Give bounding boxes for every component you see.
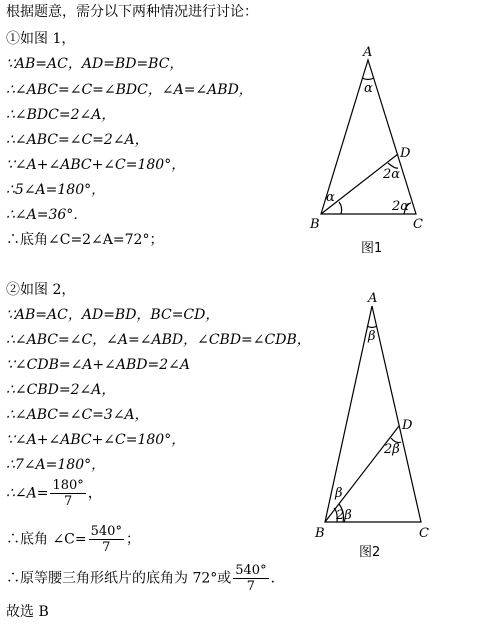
case2-line-6: ∵∠A+∠ABC+∠C=180°， xyxy=(6,432,186,448)
conclusion-line xyxy=(6,563,285,594)
fraction-denominator: 7 xyxy=(64,494,73,509)
case2-line-3: ∵∠CDB=∠A+∠ABD=2∠A xyxy=(6,357,190,373)
case2-base-prefix: ∴底角 ∠C= xyxy=(6,531,87,548)
answer-line: 故选 B xyxy=(6,604,49,620)
fig1-label-d: D xyxy=(400,146,411,161)
fig1-label-c: C xyxy=(413,217,423,232)
fig1-caption: 图1 xyxy=(361,241,383,256)
case2-angle-suffix: ， xyxy=(87,485,102,502)
fraction-numerator: 540° xyxy=(235,563,267,578)
fraction-denominator: 7 xyxy=(102,540,111,555)
case2-line-7: ∴7∠A=180°， xyxy=(6,457,106,473)
fig2-angle-d: 2β xyxy=(384,442,400,457)
case1-header: ①如图 1， xyxy=(6,31,76,47)
case2-base-suffix: ； xyxy=(125,531,140,548)
fig1-label-b: B xyxy=(310,217,320,232)
case1-line-4: ∴∠ABC=∠C=2∠A， xyxy=(6,132,149,148)
fig1-label-a: A xyxy=(363,45,373,60)
case2-header: ②如图 2， xyxy=(6,282,76,298)
fraction-numerator: 540° xyxy=(90,524,122,539)
fig2-caption: 图2 xyxy=(359,545,381,560)
fig2-angle-b: β xyxy=(335,486,343,501)
fig2-label-c: C xyxy=(419,526,429,541)
fig2-label-b: B xyxy=(315,526,325,541)
fig1-angle-c: 2α xyxy=(392,199,410,214)
case1-line-5: ∵∠A+∠ABC+∠C=180°， xyxy=(6,157,186,173)
case2-line-1: ∵AB=AC，AD=BD，BC=CD， xyxy=(6,307,220,323)
conclusion-prefix: ∴原等腰三角形纸片的底角为 72°或 xyxy=(6,570,232,587)
case1-line-1: ∵AB=AC，AD=BD=BC， xyxy=(6,56,184,72)
fraction-denominator: 7 xyxy=(246,579,256,594)
case2-line-5: ∴∠ABC=∠C=3∠A， xyxy=(6,407,149,423)
case2-angle-prefix: ∴∠A= xyxy=(6,485,49,502)
fig1-angle-a: α xyxy=(364,81,373,96)
case1-line-7: ∴∠A=36°． xyxy=(6,207,88,223)
fig1-angle-b: α xyxy=(326,190,335,205)
conclusion-suffix: ． xyxy=(270,570,285,587)
fig2-angle-b2: 2β xyxy=(336,508,352,523)
case1-line-6: ∴5∠A=180°， xyxy=(6,182,106,198)
fig2-label-d: D xyxy=(402,418,413,433)
fig2-angle-a: β xyxy=(368,329,376,344)
intro-line: 根据题意，需分以下两种情况进行讨论： xyxy=(6,4,258,20)
case1-line-2: ∴∠ABC=∠C=∠BDC，∠A=∠ABD， xyxy=(6,82,253,98)
fig2-label-a: A xyxy=(368,291,378,306)
case1-line-8: ∴底角∠C=2∠A=72°； xyxy=(6,232,164,248)
fraction-numerator: 180° xyxy=(52,478,84,493)
case1-line-3: ∴∠BDC=2∠A， xyxy=(6,107,116,123)
fig1-angle-d: 2α xyxy=(383,167,401,182)
case2-line-4: ∴∠CBD=2∠A， xyxy=(6,382,116,398)
case2-line-2: ∴∠ABC=∠C，∠A=∠ABD，∠CBD=∠CDB， xyxy=(6,332,311,348)
conclusion-fraction xyxy=(233,563,268,594)
